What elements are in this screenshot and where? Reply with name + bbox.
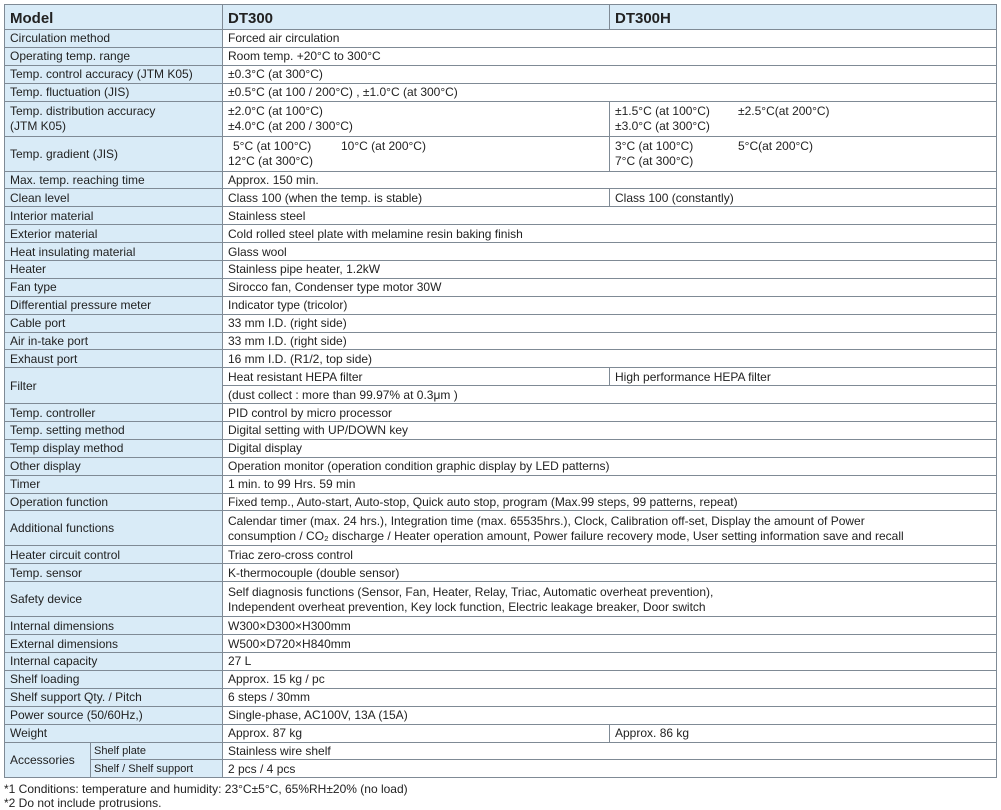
table-row xyxy=(5,635,997,653)
row-value xyxy=(223,582,997,617)
sub-label: Shelf / Shelf support xyxy=(91,760,223,778)
row-value: Fixed temp., Auto-start, Auto-stop, Quick auto stop, program (Max.99 steps, 99 patterns, repeat) xyxy=(223,493,997,511)
row-value: (dust collect : more than 99.97% at 0.3μm ) xyxy=(223,386,997,404)
row-label: Fan type xyxy=(5,278,223,296)
row-value: Approx. 15 kg / pc xyxy=(223,670,997,688)
value-line: 7°C (at 300°C) xyxy=(615,154,694,169)
row-label: Max. temp. reaching time xyxy=(5,171,223,189)
row-label: Weight xyxy=(5,724,223,742)
dt300-value xyxy=(223,101,610,136)
row-label: Temp display method xyxy=(5,439,223,457)
table-row xyxy=(5,742,997,760)
value-part: 10°C (at 200°C) xyxy=(341,139,426,154)
row-value xyxy=(223,511,997,546)
row-value: Room temp. +20°C to 300°C xyxy=(223,47,997,65)
row-value: Stainless pipe heater, 1.2kW xyxy=(223,261,997,279)
header-row xyxy=(5,5,997,30)
table-row xyxy=(5,475,997,493)
dt300-value xyxy=(223,136,610,171)
table-row xyxy=(5,101,997,136)
table-row xyxy=(5,30,997,48)
row-value: K-thermocouple (double sensor) xyxy=(223,564,997,582)
table-row xyxy=(5,261,997,279)
row-value: Cold rolled steel plate with melamine resin baking finish xyxy=(223,225,997,243)
table-row xyxy=(5,225,997,243)
table-row xyxy=(5,296,997,314)
table-row xyxy=(5,724,997,742)
row-value: 33 mm I.D. (right side) xyxy=(223,332,997,350)
dt300h-value: Approx. 86 kg xyxy=(610,724,997,742)
row-value: Triac zero-cross control xyxy=(223,546,997,564)
row-label: Exterior material xyxy=(5,225,223,243)
table-row xyxy=(5,278,997,296)
row-label: Accessories xyxy=(5,742,91,778)
dt300h-value xyxy=(610,136,997,171)
value-line: ±2.0°C (at 100°C) xyxy=(228,104,323,119)
table-row xyxy=(5,546,997,564)
row-label xyxy=(5,101,223,136)
dt300h-value xyxy=(610,101,997,136)
header-dt300: DT300 xyxy=(223,5,610,30)
row-value: PID control by micro processor xyxy=(223,404,997,422)
row-label: Temp. sensor xyxy=(5,564,223,582)
value-part: 5°C(at 200°C) xyxy=(738,139,813,154)
row-label: Operating temp. range xyxy=(5,47,223,65)
table-row xyxy=(5,653,997,671)
row-value: Stainless wire shelf xyxy=(223,742,997,760)
header-dt300h: DT300H xyxy=(610,5,997,30)
row-value: Operation monitor (operation condition graphic display by LED patterns) xyxy=(223,457,997,475)
table-row xyxy=(5,511,997,546)
label-line: (JTM K05) xyxy=(10,119,67,134)
dt300-value: Approx. 87 kg xyxy=(223,724,610,742)
value-part: 5°C (at 100°C) xyxy=(233,139,312,154)
value-line: Self diagnosis functions (Sensor, Fan, Heater, Relay, Triac, Automatic overheat prevention), xyxy=(228,584,714,599)
dt300-value: Class 100 (when the temp. is stable) xyxy=(223,189,610,207)
table-row xyxy=(5,243,997,261)
table-row xyxy=(5,688,997,706)
row-label: Heat insulating material xyxy=(5,243,223,261)
row-value: Stainless steel xyxy=(223,207,997,225)
table-row xyxy=(5,314,997,332)
row-value: Indicator type (tricolor) xyxy=(223,296,997,314)
row-label: Temp. controller xyxy=(5,404,223,422)
label-line: Temp. distribution accuracy xyxy=(10,104,156,119)
value-line: ±3.0°C (at 300°C) xyxy=(615,119,710,134)
table-row xyxy=(5,439,997,457)
row-label: Air in-take port xyxy=(5,332,223,350)
row-value: 2 pcs / 4 pcs xyxy=(223,760,997,778)
sub-label: Shelf plate xyxy=(91,742,223,760)
row-label: External dimensions xyxy=(5,635,223,653)
footnotes xyxy=(4,782,996,810)
row-label: Heater circuit control xyxy=(5,546,223,564)
table-row xyxy=(5,350,997,368)
table-row xyxy=(5,65,997,83)
header-model: Model xyxy=(5,5,223,30)
table-row xyxy=(5,493,997,511)
row-value: Approx. 150 min. xyxy=(223,171,997,189)
row-value: ±0.5°C (at 100 / 200°C) , ±1.0°C (at 300°C) xyxy=(223,83,997,101)
row-label: Temp. control accuracy (JTM K05) xyxy=(5,65,223,83)
value-line: Calendar timer (max. 24 hrs.), Integration time (max. 65535hrs.), Clock, Calibration off-set, Display the amount of Power xyxy=(228,513,865,528)
row-value: Glass wool xyxy=(223,243,997,261)
row-label: Shelf support Qty. / Pitch xyxy=(5,688,223,706)
row-value: Digital display xyxy=(223,439,997,457)
row-label: Temp. fluctuation (JIS) xyxy=(5,83,223,101)
row-label: Exhaust port xyxy=(5,350,223,368)
row-label: Circulation method xyxy=(5,30,223,48)
table-row xyxy=(5,670,997,688)
table-row xyxy=(5,760,997,778)
row-label: Differential pressure meter xyxy=(5,296,223,314)
table-row xyxy=(5,404,997,422)
row-value: Forced air circulation xyxy=(223,30,997,48)
value-line: 12°C (at 300°C) xyxy=(228,154,313,169)
row-value: 1 min. to 99 Hrs. 59 min xyxy=(223,475,997,493)
row-value: Digital setting with UP/DOWN key xyxy=(223,422,997,440)
table-row xyxy=(5,457,997,475)
dt300h-value: High performance HEPA filter xyxy=(610,368,997,386)
row-label: Interior material xyxy=(5,207,223,225)
row-value: W300×D300×H300mm xyxy=(223,617,997,635)
spec-sheet xyxy=(4,4,996,810)
table-row xyxy=(5,83,997,101)
row-label: Filter xyxy=(5,368,223,404)
value-line: Independent overheat prevention, Key lock function, Electric leakage breaker, Door switch xyxy=(228,599,706,614)
table-row xyxy=(5,368,997,386)
footnote: *2 Do not include protrusions. xyxy=(4,796,162,810)
row-label: Internal capacity xyxy=(5,653,223,671)
row-value: ±0.3°C (at 300°C) xyxy=(223,65,997,83)
table-row xyxy=(5,136,997,171)
footnote: *1 Conditions: temperature and humidity: 23°C±5°C, 65%RH±20% (no load) xyxy=(4,782,408,797)
table-row xyxy=(5,189,997,207)
row-label: Cable port xyxy=(5,314,223,332)
row-label: Safety device xyxy=(5,582,223,617)
row-label: Operation function xyxy=(5,493,223,511)
value-part: ±1.5°C (at 100°C) xyxy=(615,104,710,119)
value-part: 3°C (at 100°C) xyxy=(615,139,694,154)
row-label: Power source (50/60Hz,) xyxy=(5,706,223,724)
table-row xyxy=(5,47,997,65)
table-row xyxy=(5,582,997,617)
row-value: W500×D720×H840mm xyxy=(223,635,997,653)
table-row xyxy=(5,171,997,189)
row-value: 33 mm I.D. (right side) xyxy=(223,314,997,332)
row-label: Clean level xyxy=(5,189,223,207)
value-part: ±2.5°C(at 200°C) xyxy=(738,104,830,119)
row-label: Temp. gradient (JIS) xyxy=(5,136,223,171)
row-value: 27 L xyxy=(223,653,997,671)
row-value: 16 mm I.D. (R1/2, top side) xyxy=(223,350,997,368)
row-label: Heater xyxy=(5,261,223,279)
table-row xyxy=(5,422,997,440)
row-value: Sirocco fan, Condenser type motor 30W xyxy=(223,278,997,296)
table-row xyxy=(5,617,997,635)
row-label: Shelf loading xyxy=(5,670,223,688)
row-label: Timer xyxy=(5,475,223,493)
value-line: ±4.0°C (at 200 / 300°C) xyxy=(228,119,353,134)
row-label: Temp. setting method xyxy=(5,422,223,440)
table-row xyxy=(5,207,997,225)
dt300h-value: Class 100 (constantly) xyxy=(610,189,997,207)
table-row xyxy=(5,564,997,582)
table-row xyxy=(5,332,997,350)
spec-table xyxy=(4,4,997,778)
row-label: Other display xyxy=(5,457,223,475)
row-label: Internal dimensions xyxy=(5,617,223,635)
table-row xyxy=(5,706,997,724)
dt300-value: Heat resistant HEPA filter xyxy=(223,368,610,386)
row-label: Additional functions xyxy=(5,511,223,546)
value-line: consumption / CO₂ discharge / Heater operation amount, Power failure recovery mode, User setting information save and recall xyxy=(228,528,904,543)
row-value: 6 steps / 30mm xyxy=(223,688,997,706)
row-value: Single-phase, AC100V, 13A (15A) xyxy=(223,706,997,724)
